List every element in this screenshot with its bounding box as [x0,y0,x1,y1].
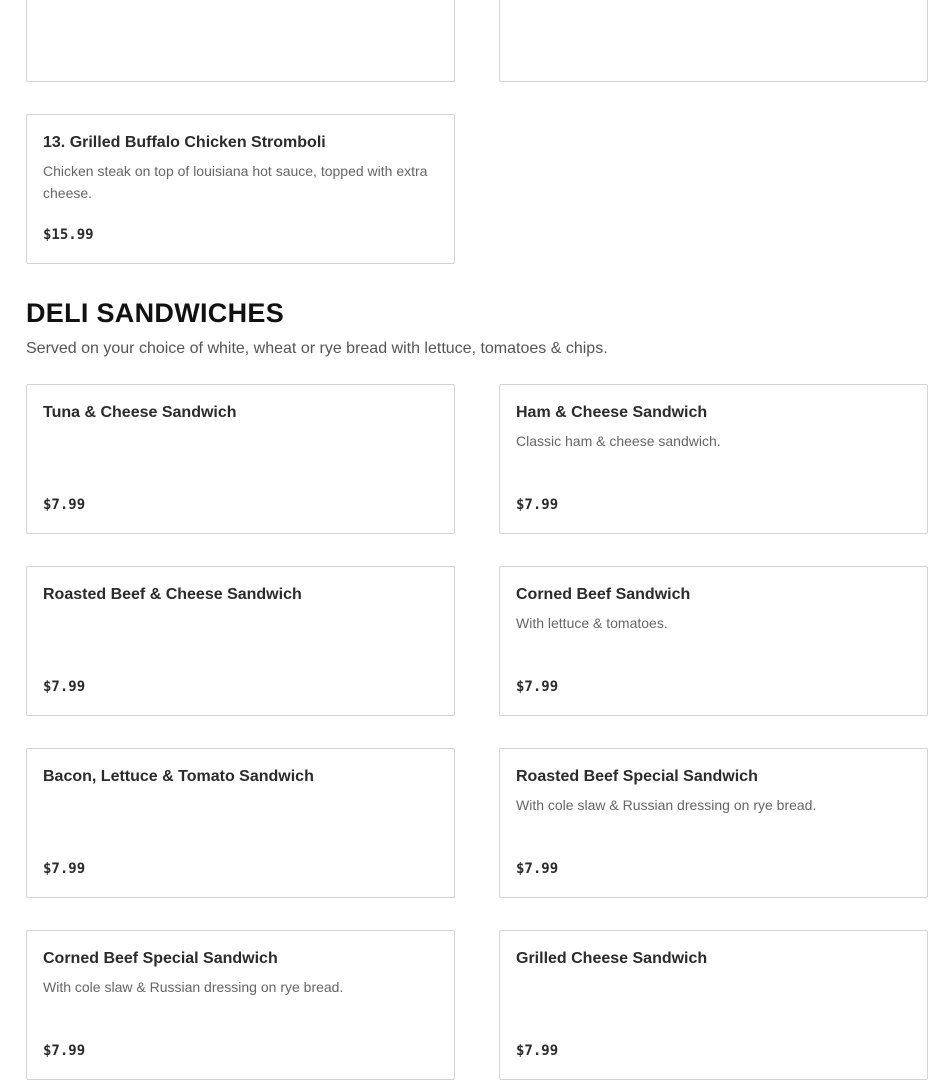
menu-item-price: $7.99 [43,861,86,877]
menu-item-price: $7.99 [516,497,559,513]
menu-item-price: $15.99 [43,227,94,243]
menu-item-name: Tuna & Cheese Sandwich [43,404,237,421]
menu-item-name: Corned Beef Sandwich [516,586,691,603]
menu-item-price: $7.99 [43,1043,86,1059]
menu-item-price: $7.99 [43,679,86,695]
menu-item-name: Roasted Beef & Cheese Sandwich [43,586,302,603]
menu-item-price: $7.99 [43,497,86,513]
menu-item-card[interactable] [499,384,928,534]
menu-item-card[interactable] [26,930,455,1080]
menu-item-name: Bacon, Lettuce & Tomato Sandwich [43,768,314,785]
section-description: Served on your choice of white, wheat or rye bread with lettuce, tomatoes & chips. [26,340,608,357]
menu-item-price: $7.99 [516,1043,559,1059]
menu-item-description: With lettuce & tomatoes. [516,615,668,631]
menu-item-name: Corned Beef Special Sandwich [43,950,278,967]
section-title: DELI SANDWICHES [26,298,285,328]
menu-item-price: $7.99 [516,679,559,695]
menu-item-description: Classic ham & cheese sandwich. [516,433,721,449]
menu-item-card[interactable] [26,748,455,898]
menu-item-card[interactable] [26,566,455,716]
menu-item-card[interactable] [26,0,455,82]
menu-item-card[interactable] [26,384,455,534]
menu-item-card[interactable] [499,0,928,82]
menu-item-card[interactable] [499,748,928,898]
menu-item-card[interactable] [499,930,928,1080]
menu-item-card[interactable] [26,114,455,264]
menu-item-price: $7.99 [516,861,559,877]
menu-item-description: With cole slaw & Russian dressing on rye bread. [43,979,344,995]
menu-item-name: Grilled Cheese Sandwich [516,950,708,967]
menu-item-name: 13. Grilled Buffalo Chicken Stromboli [43,134,326,151]
menu-item-description: Chicken steak on top of louisiana hot sauce, topped with extra cheese. [43,163,428,201]
menu-item-card[interactable] [499,566,928,716]
menu-item-description: With cole slaw & Russian dressing on rye bread. [516,797,817,813]
menu-item-name: Roasted Beef Special Sandwich [516,768,758,785]
menu-item-name: Ham & Cheese Sandwich [516,404,708,421]
